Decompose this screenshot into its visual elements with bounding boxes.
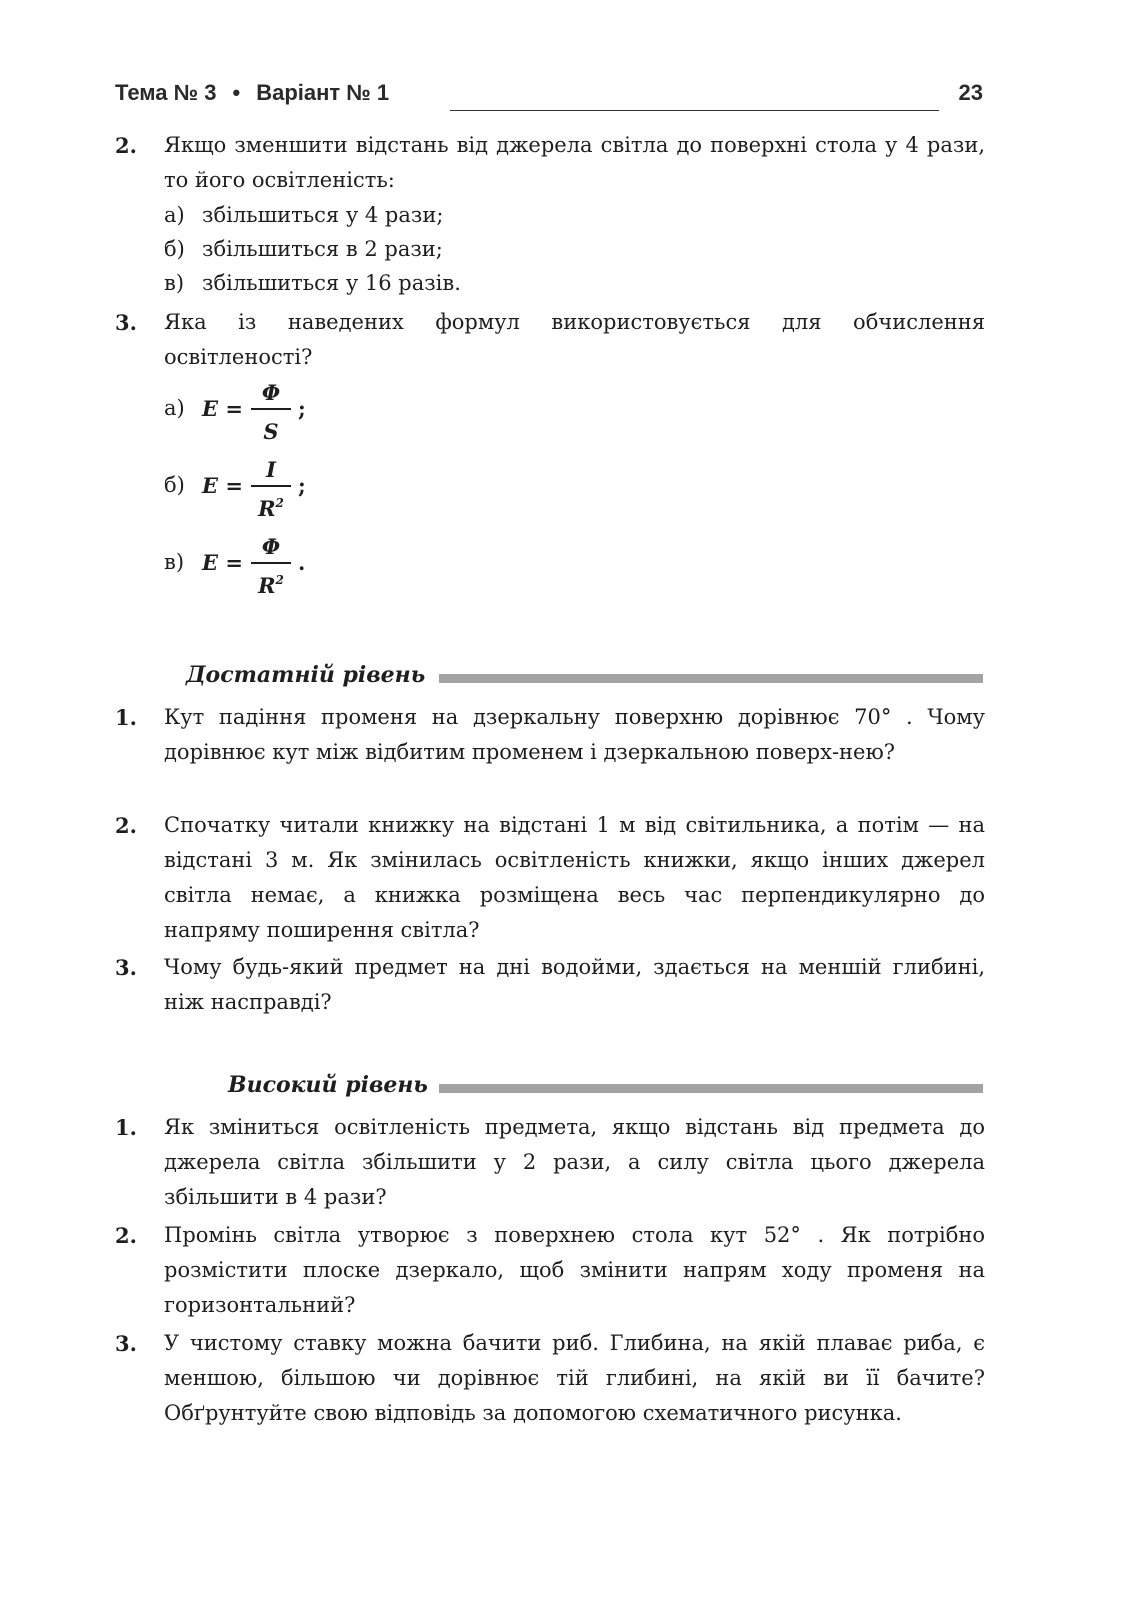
- question-text: Як зміниться освітленість предмета, якщо відстань від предмета до джерела світла збільшити у 2 рази, а силу світла цього джерела збільшити в 4 рази?: [164, 1115, 985, 1209]
- formula-lhs: E =: [202, 396, 243, 421]
- power: 2: [275, 495, 284, 510]
- option-label: в): [164, 271, 185, 295]
- option-label: в): [164, 550, 185, 574]
- question-sufficient-1: [115, 700, 985, 770]
- question-text: Якщо зменшити відстань від джерела світла до поверхні стола у 4 рази, то його освітленість:: [164, 133, 985, 192]
- question-number: 3.: [115, 1331, 137, 1356]
- fraction-denominator: $R^2$: [258, 572, 284, 598]
- section-heading-sufficient: [115, 662, 983, 692]
- question-sufficient-3: [115, 950, 985, 1020]
- section-bar: [439, 1084, 983, 1093]
- answer-option: [164, 232, 985, 266]
- topic-label: Тема № 3: [115, 80, 217, 105]
- fraction-denominator: $R^2$: [258, 495, 284, 521]
- answer-option: [164, 198, 985, 232]
- fraction: [251, 532, 291, 598]
- page-number: 23: [958, 80, 983, 105]
- question-text: Спочатку читали книжку на відстані 1 м від світильника, а потім — на відстані 3 м. Як змінилась освітленість книжки, якщо інших джерел світла немає, а книжка розміщена весь час перпендикулярно до напряму поширення світла?: [164, 813, 985, 942]
- formula-punctuation: .: [298, 550, 306, 575]
- fraction-numerator: Φ: [261, 380, 281, 405]
- question-number: 1.: [115, 705, 137, 730]
- question-text: Чому будь-який предмет на дні водойми, здається на меншій глибині, ніж насправді?: [164, 955, 985, 1014]
- formula-punctuation: ;: [298, 396, 306, 421]
- question-text: Яка із наведених формул використовується для обчислення освітленості?: [164, 310, 985, 369]
- fraction-numerator: I: [266, 457, 276, 482]
- page-header: [115, 80, 983, 112]
- question-initial-3: [115, 305, 985, 375]
- fraction: [251, 455, 291, 521]
- option-label: б): [164, 473, 185, 497]
- question-high-2: [115, 1218, 985, 1323]
- section-heading-high: [115, 1072, 983, 1102]
- fraction: [251, 378, 291, 444]
- formula-lhs: E =: [202, 550, 243, 575]
- section-bar: [439, 674, 983, 683]
- question-number: 2.: [115, 813, 137, 838]
- question-number: 2.: [115, 133, 137, 158]
- question-initial-2: [115, 128, 985, 300]
- section-title: Достатній рівень: [186, 662, 426, 688]
- question-number: 1.: [115, 1115, 137, 1140]
- formula-punctuation: ;: [298, 473, 306, 498]
- question-high-3: [115, 1326, 985, 1431]
- header-rule: [450, 110, 939, 111]
- option-label: а): [164, 203, 185, 227]
- option-text: збільшиться в 2 рази;: [202, 237, 443, 261]
- question-text: Промінь світла утворює з поверхнею стола кут 52° . Як потрібно розмістити плоске дзеркало, щоб змінити напрям ходу променя на горизонтальний?: [164, 1223, 985, 1317]
- option-text: збільшиться у 16 разів.: [202, 271, 461, 295]
- answer-option: [164, 266, 985, 300]
- section-title: Високий рівень: [228, 1072, 428, 1098]
- question-number: 3.: [115, 310, 137, 335]
- question-text: Кут падіння променя на дзеркальну поверхню дорівнює 70° . Чому дорівнює кут між відбитим променем і дзеркальною поверх-нею?: [164, 705, 985, 764]
- fraction-denominator: S: [263, 418, 279, 444]
- power: 2: [275, 572, 284, 587]
- option-text: збільшиться у 4 рази;: [202, 203, 444, 227]
- option-label: а): [164, 396, 185, 420]
- question-number: 3.: [115, 955, 137, 980]
- header-separator: •: [232, 80, 241, 105]
- option-label: б): [164, 237, 185, 261]
- question-text: У чистому ставку можна бачити риб. Глибина, на якій плаває риба, є меншою, більшою чи дорівнює тій глибині, на якій ви її бачите? Обґрунтуйте свою відповідь за допомогою схематичного рисунка.: [164, 1331, 985, 1425]
- question-number: 2.: [115, 1223, 137, 1248]
- question-sufficient-2: [115, 808, 985, 948]
- variant-label: Варіант № 1: [256, 80, 390, 105]
- header-title: [115, 80, 389, 106]
- fraction-numerator: Φ: [261, 534, 281, 559]
- question-high-1: [115, 1110, 985, 1215]
- formula-lhs: E =: [202, 473, 243, 498]
